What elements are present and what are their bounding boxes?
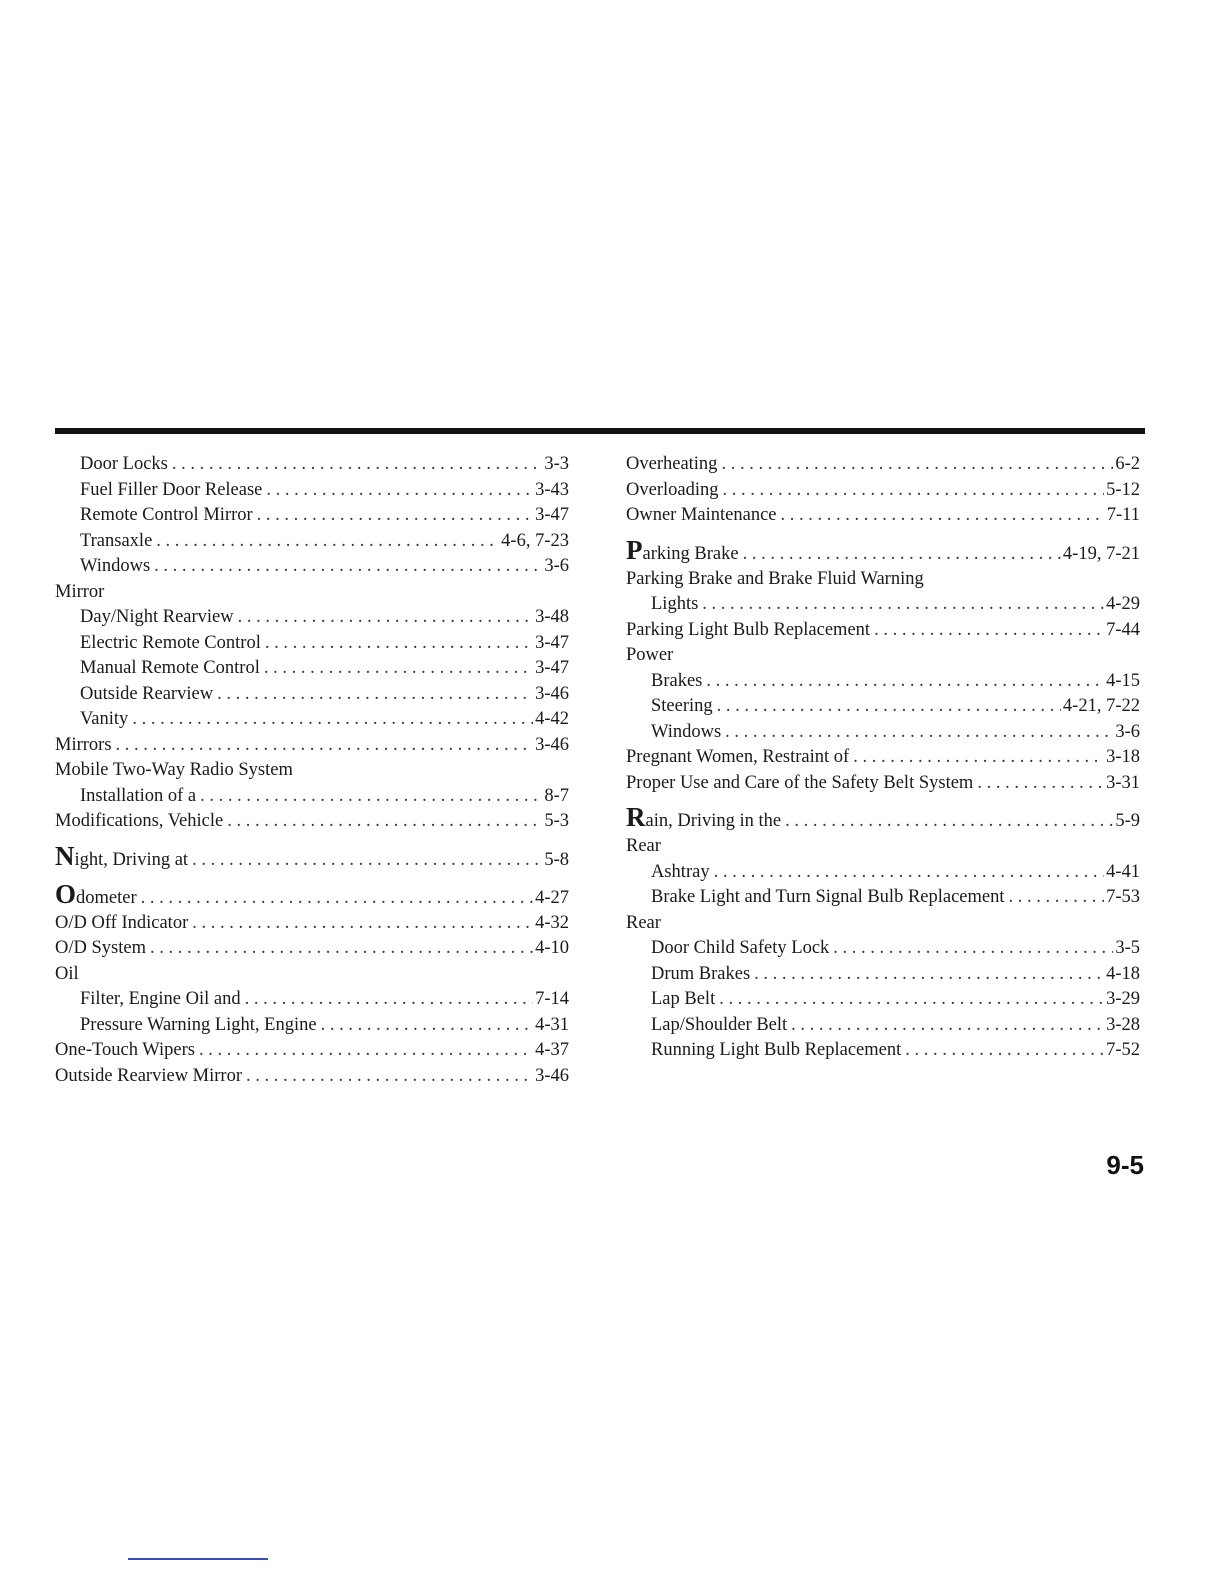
index-entry <box>55 707 569 733</box>
dot-leader <box>743 533 1061 567</box>
entry-text: Lap Belt <box>651 989 716 1009</box>
page-number: 9-5 <box>1106 1150 1144 1180</box>
index-entry <box>55 605 569 631</box>
entry-label <box>80 503 253 529</box>
dot-leader <box>722 478 1104 504</box>
index-entry <box>55 529 569 555</box>
page-reference: 7-53 <box>1106 887 1140 907</box>
dot-leader <box>702 592 1104 618</box>
page-reference: 3-3 <box>544 454 569 474</box>
entry-text: Manual Remote Control <box>80 658 260 678</box>
dot-leader <box>874 618 1104 644</box>
index-entry <box>626 478 1140 504</box>
entry-text: Running Light Bulb Replacement <box>651 1040 902 1060</box>
entry-label <box>626 645 673 665</box>
entry-text: Steering <box>651 696 713 716</box>
index-heading <box>55 580 569 606</box>
entry-text: Pregnant Women, Restraint of <box>626 747 850 767</box>
entry-text: Brake Light and Turn Signal Bulb Replacement <box>651 887 1005 907</box>
page-reference: 5-3 <box>544 811 569 831</box>
index-entry <box>626 962 1140 988</box>
entry-label <box>55 809 223 835</box>
index-entry <box>626 796 1140 834</box>
dot-leader <box>725 720 1113 746</box>
entry-label <box>626 452 717 478</box>
index-entry <box>626 720 1140 746</box>
index-entry <box>626 987 1140 1013</box>
page-reference: 4-15 <box>1106 670 1140 691</box>
index-entry <box>55 873 569 911</box>
entry-label <box>651 987 715 1013</box>
entry-text: arking Brake <box>642 543 739 564</box>
index-entry <box>626 936 1140 962</box>
entry-label <box>80 554 150 580</box>
entry-label <box>80 605 234 631</box>
index-entry <box>626 529 1140 567</box>
entry-label <box>626 569 924 589</box>
entry-text: Overloading <box>626 479 719 500</box>
entry-label <box>626 618 870 644</box>
dot-leader <box>217 682 533 708</box>
page-reference: 3-46 <box>535 734 569 755</box>
entry-label <box>626 745 849 771</box>
entry-text: Electric Remote Control <box>80 632 261 653</box>
page-reference: 7-11 <box>1106 505 1140 525</box>
dot-leader <box>905 1038 1104 1064</box>
entry-label <box>55 1038 195 1064</box>
index-entry <box>626 592 1140 618</box>
entry-text: Proper Use and Care of the Safety Belt System <box>626 772 974 793</box>
page-reference: 4-42 <box>535 709 569 729</box>
entry-label <box>80 707 128 733</box>
dot-leader <box>264 656 533 682</box>
page-reference: 4-37 <box>535 1040 569 1060</box>
index-entry <box>626 1013 1140 1039</box>
index-entry <box>55 631 569 657</box>
page-reference: 5-9 <box>1115 811 1140 831</box>
entry-text: ight, Driving at <box>74 849 189 870</box>
dot-leader <box>116 733 534 759</box>
index-column-right <box>626 452 1140 1064</box>
dot-leader <box>781 503 1105 529</box>
index-heading <box>55 962 569 988</box>
entry-label <box>80 987 241 1013</box>
section-letter: R <box>626 802 646 832</box>
dot-leader <box>257 503 533 529</box>
page-reference: 5-8 <box>544 849 569 870</box>
page-reference: 4-31 <box>535 1014 569 1035</box>
entry-text: Mobile Two-Way Radio System <box>55 760 293 780</box>
dot-leader <box>132 707 533 733</box>
page-reference: 4-32 <box>535 912 569 933</box>
index-entry <box>55 1013 569 1039</box>
entry-text: ain, Driving in the <box>645 811 782 831</box>
entry-label <box>651 885 1005 911</box>
dot-leader <box>791 1013 1104 1039</box>
dot-leader <box>714 860 1105 886</box>
entry-label <box>55 964 79 984</box>
entry-label <box>55 760 293 780</box>
index-entry <box>626 1038 1140 1064</box>
entry-text: Pressure Warning Light, Engine <box>80 1014 317 1035</box>
entry-text: Ashtray <box>651 861 710 882</box>
page-reference: 3-28 <box>1106 1014 1140 1035</box>
top-rule <box>55 428 1145 434</box>
dot-leader <box>785 800 1113 834</box>
dot-leader <box>717 694 1061 720</box>
index-entry <box>55 656 569 682</box>
index-entry <box>626 452 1140 478</box>
index-entry <box>55 503 569 529</box>
index-entry <box>55 554 569 580</box>
entry-label <box>55 582 104 602</box>
entry-text: Outside Rearview <box>80 683 214 704</box>
page-reference: 3-46 <box>535 683 569 704</box>
entry-text: Overheating <box>626 454 718 474</box>
page-reference: 7-52 <box>1106 1040 1140 1060</box>
entry-text: Brakes <box>651 670 703 691</box>
page-reference: 6-2 <box>1115 454 1140 474</box>
entry-label <box>651 669 702 695</box>
entry-label <box>55 936 146 962</box>
entry-label <box>80 478 262 504</box>
entry-text: Outside Rearview Mirror <box>55 1065 243 1086</box>
entry-label <box>55 1064 242 1090</box>
dot-leader <box>1009 885 1105 911</box>
index-heading <box>626 911 1140 937</box>
section-letter: O <box>55 878 77 909</box>
entry-label <box>651 936 829 962</box>
index-entry <box>55 1038 569 1064</box>
page-reference: 4-19, 7-21 <box>1062 543 1140 564</box>
entry-label <box>80 631 261 657</box>
dot-leader <box>172 452 542 478</box>
dot-leader <box>754 962 1104 988</box>
index-heading <box>626 643 1140 669</box>
entry-label <box>80 452 168 478</box>
entry-label <box>55 835 188 873</box>
dot-leader <box>154 554 542 580</box>
entry-label <box>626 913 661 933</box>
dot-leader <box>200 784 542 810</box>
dot-leader <box>156 529 499 555</box>
page-reference: 3-6 <box>544 556 569 576</box>
page-reference: 3-47 <box>535 632 569 653</box>
index-entry <box>626 771 1140 797</box>
entry-label <box>626 796 781 834</box>
entry-text: Power <box>626 645 674 665</box>
entry-label <box>626 478 718 504</box>
entry-text: Modifications, Vehicle <box>55 811 224 831</box>
entry-label <box>80 1013 317 1039</box>
page-reference: 3-43 <box>535 479 569 500</box>
page-reference: 3-47 <box>535 505 569 525</box>
entry-label <box>651 962 750 988</box>
entry-text: Fuel Filler Door Release <box>80 479 263 500</box>
index-entry <box>55 911 569 937</box>
page-reference: 7-44 <box>1106 619 1140 640</box>
page-reference: 3-5 <box>1115 938 1140 958</box>
index-entry <box>55 936 569 962</box>
entry-label <box>626 529 739 567</box>
entry-text: Windows <box>651 721 722 742</box>
entry-label <box>80 784 196 810</box>
entry-text: Day/Night Rearview <box>80 607 234 627</box>
entry-label <box>626 836 661 856</box>
entry-label <box>80 656 260 682</box>
section-letter: P <box>626 534 643 565</box>
section-letter: N <box>55 840 75 871</box>
entry-label <box>651 860 710 886</box>
entry-label <box>651 694 713 720</box>
dot-leader <box>141 877 533 911</box>
index-entry <box>55 987 569 1013</box>
dot-leader <box>265 631 533 657</box>
index-entry <box>55 1064 569 1090</box>
index-entry <box>55 835 569 873</box>
entry-text: Windows <box>80 556 151 576</box>
entry-text: Oil <box>55 963 79 984</box>
dot-leader <box>719 987 1104 1013</box>
entry-text: Parking Light Bulb Replacement <box>626 619 871 640</box>
page-reference: 4-6, 7-23 <box>501 530 569 551</box>
entry-label <box>651 720 721 746</box>
index-entry <box>626 694 1140 720</box>
page-reference: 4-18 <box>1106 963 1140 984</box>
dot-leader <box>245 987 533 1013</box>
entry-text: Mirrors <box>55 734 112 755</box>
page-reference: 3-46 <box>535 1065 569 1086</box>
dot-leader <box>266 478 533 504</box>
index-entry <box>55 478 569 504</box>
entry-text: Transaxle <box>80 530 153 551</box>
index-entry <box>626 885 1140 911</box>
index-entry <box>55 682 569 708</box>
entry-text: Mirror <box>55 581 105 602</box>
index-entry <box>626 618 1140 644</box>
dot-leader <box>721 452 1113 478</box>
entry-text: Installation of a <box>80 785 197 806</box>
dot-leader <box>833 936 1113 962</box>
entry-text: Parking Brake and Brake Fluid Warning <box>626 568 924 589</box>
index-heading <box>626 834 1140 860</box>
dot-leader <box>227 809 542 835</box>
index-entry <box>626 860 1140 886</box>
entry-text: Door Locks <box>80 454 168 474</box>
entry-label <box>55 733 112 759</box>
entry-label <box>651 1013 787 1039</box>
page-reference: 3-18 <box>1106 747 1140 767</box>
index-entry <box>55 809 569 835</box>
dot-leader <box>150 936 533 962</box>
entry-label <box>626 771 973 797</box>
entry-label <box>55 911 188 937</box>
entry-text: Door Child Safety Lock <box>651 938 830 958</box>
entry-label <box>626 503 777 529</box>
index-entry <box>55 784 569 810</box>
dot-leader <box>199 1038 533 1064</box>
index-entry <box>626 503 1140 529</box>
entry-label <box>55 873 137 911</box>
dot-leader <box>238 605 533 631</box>
dot-leader <box>192 911 533 937</box>
page-reference: 4-21, 7-22 <box>1062 696 1140 716</box>
entry-text: Rear <box>626 912 661 933</box>
entry-text: Filter, Engine Oil and <box>80 989 241 1009</box>
entry-text: One-Touch Wipers <box>55 1040 195 1060</box>
entry-text: O/D Off Indicator <box>55 912 189 933</box>
bottom-link-line <box>128 1558 268 1560</box>
page-reference: 3-6 <box>1115 721 1140 742</box>
entry-label <box>651 592 698 618</box>
entry-text: Drum Brakes <box>651 963 751 984</box>
entry-text: Lights <box>651 594 699 614</box>
dot-leader <box>192 839 542 873</box>
dot-leader <box>246 1064 533 1090</box>
dot-leader <box>977 771 1104 797</box>
index-column-left <box>55 452 569 1089</box>
dot-leader <box>853 745 1104 771</box>
entry-text: Rear <box>626 836 661 856</box>
entry-text: Lap/Shoulder Belt <box>651 1014 788 1035</box>
entry-text: dometer <box>76 887 137 908</box>
dot-leader <box>706 669 1104 695</box>
entry-text: Vanity <box>80 709 129 729</box>
page-reference: 5-12 <box>1106 479 1140 500</box>
entry-label <box>651 1038 901 1064</box>
page-reference: 3-47 <box>535 658 569 678</box>
entry-label <box>80 682 213 708</box>
dot-leader <box>321 1013 534 1039</box>
page-reference: 7-14 <box>535 989 569 1009</box>
page-reference: 4-41 <box>1106 861 1140 882</box>
page-reference: 4-29 <box>1106 594 1140 614</box>
entry-text: Owner Maintenance <box>626 505 777 525</box>
page-reference: 4-10 <box>535 938 569 958</box>
index-heading <box>55 758 569 784</box>
index-heading <box>626 567 1140 593</box>
entry-text: O/D System <box>55 938 146 958</box>
index-entry <box>626 669 1140 695</box>
index-entry <box>55 452 569 478</box>
index-entry <box>55 733 569 759</box>
page-reference: 3-48 <box>535 607 569 627</box>
page-reference: 3-29 <box>1106 989 1140 1009</box>
index-entry <box>626 745 1140 771</box>
page-reference: 8-7 <box>544 785 569 806</box>
page-reference: 3-31 <box>1106 772 1140 793</box>
page-reference: 4-27 <box>535 887 569 908</box>
entry-label <box>80 529 152 555</box>
entry-text: Remote Control Mirror <box>80 505 253 525</box>
